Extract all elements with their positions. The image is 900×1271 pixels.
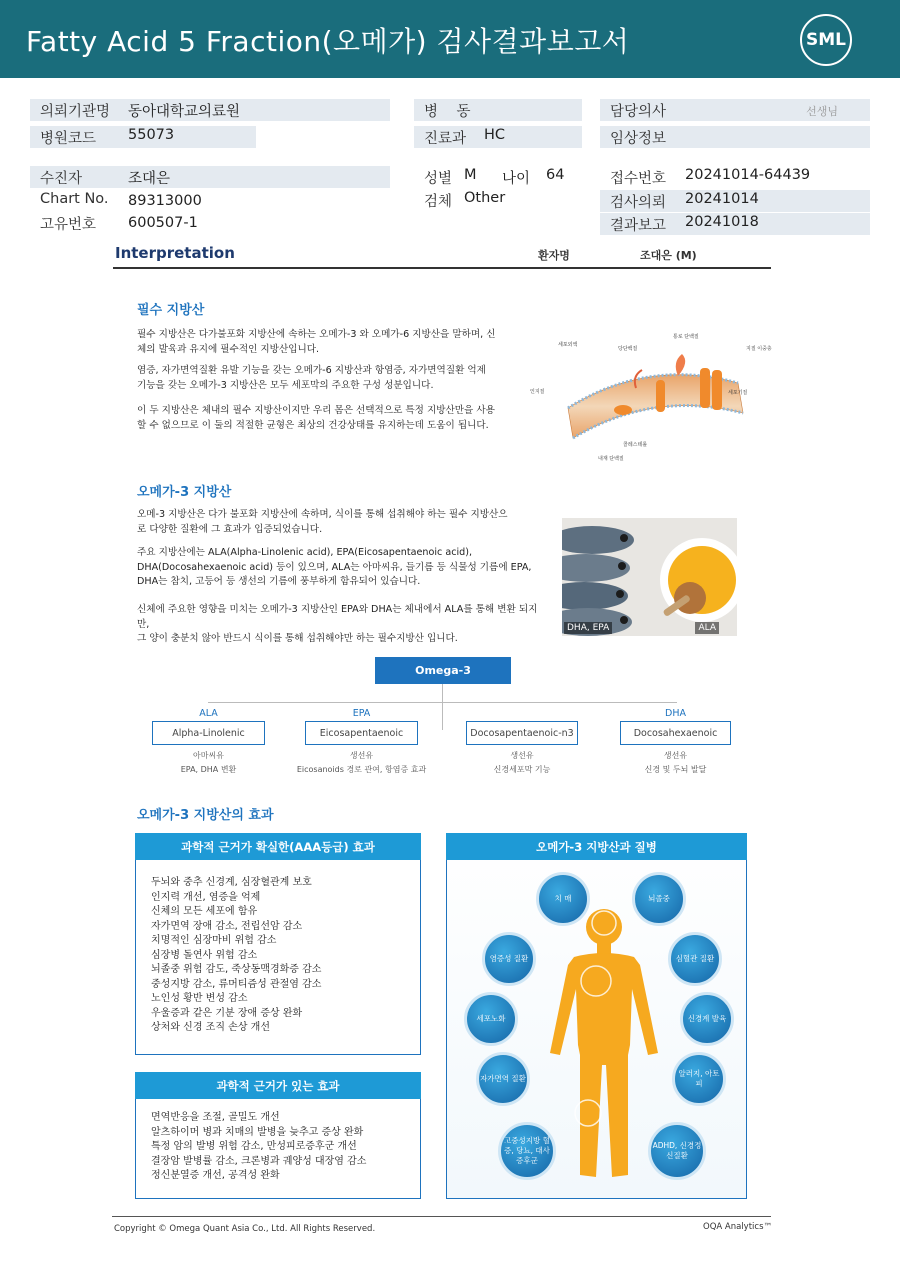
omega3-para-4: 그 양이 충분치 않아 반드시 식이를 통해 섭취해야만 하는 필수지방산 입니다. [137, 633, 458, 644]
clinical-label: 임상정보 [610, 131, 667, 147]
disease-circle-cardiovascular: 심혈관 질환 [668, 932, 722, 986]
unique-no-label: 고유번호 [40, 217, 97, 233]
list-item: 특정 암의 발병 위험 감소, 만성피로증후군 개선 [151, 1141, 357, 1152]
unique-no-field [30, 212, 390, 234]
aaa-effects-title: 과학적 근거가 확실한(AAA등급) 효과 [135, 833, 421, 860]
tree-connector [442, 684, 443, 702]
patient-field [30, 166, 390, 188]
omega-item-0-abbr: ALA [199, 708, 218, 719]
essential-title: 필수 지방산 [137, 303, 205, 318]
report-date-value: 20241018 [685, 214, 759, 230]
sml-logo: SML [800, 14, 852, 66]
hospital-field [30, 99, 390, 121]
interpretation-patient-label: 환자명 [538, 249, 570, 262]
receipt-no-label: 접수번호 [610, 171, 667, 187]
hospital-code-value: 55073 [128, 127, 175, 143]
fish-oil-drawing [562, 518, 737, 636]
fish-label: DHA, EPA [564, 622, 612, 634]
omega-item-1-function: Eicosanoids 경로 관여, 항염증 효과 [296, 765, 427, 774]
list-item: 우울증과 같은 기분 장애 증상 완화 [151, 1007, 303, 1019]
omega-item-1-abbr: EPA [352, 708, 371, 719]
interpretation-title: Interpretation [115, 244, 235, 262]
list-item: 심장병 돌연사 위험 감소 [151, 949, 258, 961]
membrane-label-1: 당단백질 [618, 346, 638, 352]
omega-item-3-abbr: DHA [665, 708, 686, 719]
hospital-code-label: 병원코드 [40, 131, 97, 147]
list-item: 노인성 황반 변성 감소 [151, 993, 248, 1004]
membrane-label-7: 내재 단백질 [598, 456, 624, 462]
omega-item-3-source: 생선유 [663, 751, 688, 760]
evidence-effects-title: 과학적 근거가 있는 효과 [135, 1072, 421, 1099]
patient-value: 조대은 [128, 171, 171, 187]
sex-label: 성별 [424, 171, 453, 187]
list-item: 신체의 모든 세포에 함유 [151, 906, 258, 917]
list-item: 결장암 발병률 감소, 크론병과 궤양성 대장염 감소 [151, 1155, 367, 1167]
essential-para-3: 이 두 지방산은 체내의 필수 지방산이지만 우리 몸은 선택적으로 특정 지방산만을 사용할 수 없으므로 이 둘의 적절한 균형은 최상의 건강상태를 유지하는데 도움이 됩니다. [137, 405, 495, 431]
omega-item-3-name: Docosahexaenoic [620, 721, 731, 745]
request-date-label: 검사의뢰 [610, 195, 667, 211]
dept-value: HC [484, 127, 506, 143]
list-item: 인지력 개선, 염증을 억제 [151, 891, 261, 903]
doctor-label: 담당의사 [610, 104, 667, 120]
dept-label: 진료과 [424, 131, 467, 147]
disease-circle-dementia: 치 매 [536, 872, 590, 926]
omega-item-0-source: 아마씨유 [193, 751, 224, 760]
omega-item-0-function: EPA, DHA 변환 [180, 765, 237, 774]
footer-copyright: Copyright © Omega Quant Asia Co., Ltd. All Rights Reserved. [114, 1224, 376, 1234]
membrane-label-0: 세포외액 [558, 342, 578, 348]
essential-para-2: 염증, 자가면역질환 유발 기능을 갖는 오메가-6 지방산과 항염증, 자가면역질환 억제 기능을 갖는 오메가-3 지방산은 모두 세포막의 주요한 구성 성분입니다. [137, 365, 486, 391]
ward-label: 병 동 [424, 104, 471, 120]
disease-circle-inflammation: 염증성 질환 [482, 932, 536, 986]
interpretation-patient-name: 조대은 (M) [640, 249, 697, 262]
list-item: 뇌졸중 위험 감도, 죽상동맥경화증 감소 [151, 964, 322, 975]
footer-divider [112, 1216, 771, 1217]
aaa-effects-list [151, 876, 416, 1036]
report-date-label: 결과보고 [610, 218, 667, 234]
patient-label: 수진자 [40, 171, 83, 187]
omega-item-0-name: Alpha-Linolenic [152, 721, 265, 745]
essential-para-1: 필수 지방산은 다가불포화 지방산에 속하는 오메가-3 와 오메가-6 지방산을 말하며, 신체의 발육과 유지에 필수적인 지방산입니다. [137, 329, 496, 355]
dept-field [414, 126, 582, 148]
receipt-no-field [600, 166, 870, 188]
interpretation-divider [113, 267, 771, 269]
receipt-no-value: 20241014-64439 [685, 167, 811, 183]
human-body-silhouette [540, 905, 660, 1195]
membrane-label-2: 통로 단백질 [673, 334, 699, 340]
hospital-value: 동아대학교의료원 [128, 104, 241, 120]
report-date-field [600, 213, 870, 235]
specimen-field [414, 189, 582, 211]
footer-brand: OQA Analytics™ [703, 1222, 772, 1232]
omega-item-2-name: Docosapentaenoic-n3 [466, 721, 578, 745]
omega-item-2-function: 신경세포막 기능 [493, 765, 551, 774]
request-date-value: 20241014 [685, 191, 759, 207]
seed-label: ALA [695, 622, 719, 634]
request-date-field [600, 190, 870, 212]
fish-oil-photo [562, 518, 737, 636]
omega3-para-2: 주요 지방산에는 ALA(Alpha-Linolenic acid), EPA(Eicosapentaenoic acid), DHA(Docosahexaenoic acid) 등이 있으며, ALA는 아마씨유, 들기름 등 식물성 기름에 EPA, DHA는 참치, 고등어 등 생선의 기름에 풍부하게 함유되어 있습니다. [137, 547, 532, 587]
disease-circle-allergy: 알러지, 아토피 [672, 1052, 726, 1106]
hospital-code-field [30, 126, 256, 148]
omega-item-1-name: Eicosapentaenoic [305, 721, 418, 745]
cell-membrane-illustration [528, 328, 774, 466]
sex-value: M [464, 167, 477, 183]
omega-item-3-function: 신경 및 두뇌 발달 [644, 765, 707, 774]
list-item: 중성지방 감소, 류머티즘성 관절염 감소 [151, 978, 322, 990]
doctor-field [600, 99, 870, 121]
chart-no-value: 89313000 [128, 193, 202, 209]
list-item: 두뇌와 중추 신경계, 심장혈관계 보호 [151, 877, 312, 888]
sex-age-field [414, 166, 582, 188]
omega3-para-1: 오메-3 지방산은 다가 불포화 지방산에 속하며, 식이를 통해 섭취해야 하는 필수 지방산으로 다양한 질환에 그 효과가 입증되었습니다. [137, 509, 508, 535]
omega3-root-box: Omega-3 [375, 657, 511, 684]
report-title: Fatty Acid 5 Fraction(오메가) 검사결과보고서 [26, 25, 630, 58]
diseases-title: 오메가-3 지방산과 질병 [446, 833, 747, 860]
membrane-label-4: 인지질 [530, 389, 545, 395]
disease-circle-adhd: ADHD, 신경정신질환 [648, 1122, 706, 1180]
omega-item-1-source: 생선유 [349, 751, 374, 760]
omega3-para-3: 신체에 주요한 영향을 미치는 오메가-3 지방산인 EPA와 DHA는 체내에서 ALA를 통해 변환 되지만, [137, 604, 538, 630]
omega3-title: 오메가-3 지방산 [137, 485, 232, 500]
disease-circle-nervous-system: 신경계 발육 [680, 992, 734, 1046]
tree-connector [442, 702, 443, 730]
list-item: 알츠하이머 병과 치매의 발병을 늦추고 증상 완화 [151, 1126, 364, 1138]
list-item: 면역반응을 조절, 골밀도 개선 [151, 1112, 280, 1123]
clinical-field [600, 126, 870, 148]
disease-circle-stroke: 뇌졸중 [632, 872, 686, 926]
age-value: 64 [546, 167, 565, 183]
ward-field [414, 99, 582, 121]
chart-no-field [30, 190, 390, 212]
list-item: 자가면역 장애 감소, 전립선암 감소 [151, 920, 303, 932]
omega-item-2-source: 생선유 [510, 751, 534, 760]
disease-circle-metabolic: 고중성지방 혈증, 당뇨, 대사증후군 [498, 1122, 556, 1180]
effects-title: 오메가-3 지방산의 효과 [137, 808, 274, 823]
specimen-label: 검체 [424, 194, 453, 210]
list-item: 상처와 신경 조직 손상 개선 [151, 1022, 270, 1033]
doctor-suffix: 선생님 [806, 105, 838, 118]
membrane-label-6: 콜레스테롤 [623, 442, 648, 448]
hospital-label: 의뢰기관명 [40, 104, 111, 120]
specimen-value: Other [464, 190, 506, 206]
membrane-label-5: 세포기질 [728, 390, 748, 396]
list-item: 치명적인 심장마비 위험 감소 [151, 935, 277, 946]
unique-no-value: 600507-1 [128, 215, 198, 231]
report-header [0, 0, 900, 78]
membrane-label-3: 지질 이중층 [746, 346, 772, 352]
evidence-effects-list [151, 1111, 416, 1184]
disease-circle-cell-aging: 세포노화 [464, 992, 518, 1046]
disease-circle-autoimmune: 자가면역 질환 [476, 1052, 530, 1106]
list-item: 정신분열증 개선, 공격성 완화 [151, 1170, 280, 1181]
chart-no-label: Chart No. [40, 191, 109, 207]
age-label: 나이 [502, 171, 531, 187]
